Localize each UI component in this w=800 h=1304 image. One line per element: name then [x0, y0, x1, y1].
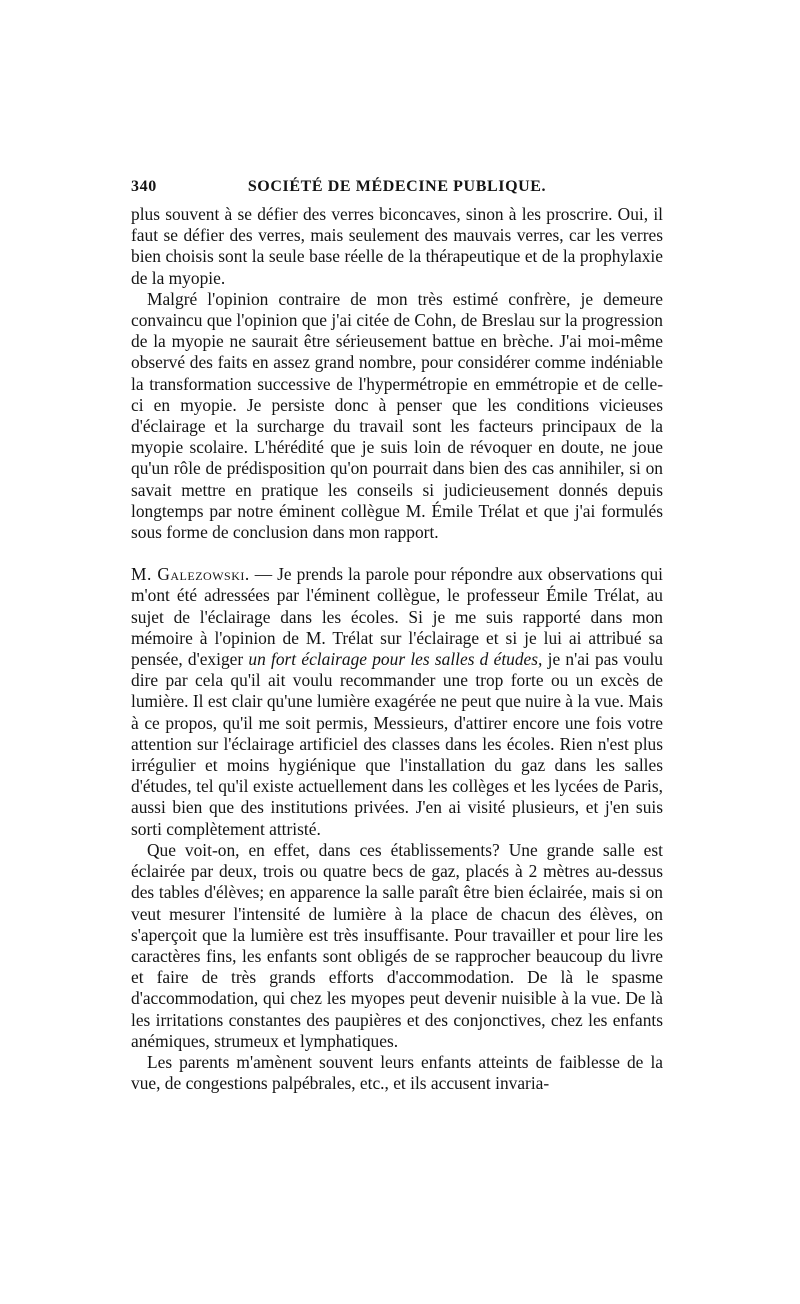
running-head	[131, 178, 663, 204]
speaker-name: M. Galezowski.	[131, 564, 250, 585]
paragraph-cohn-myopia: Malgré l'opinion contraire de mon très estimé confrère, je demeure convaincu que l'opinion que j'ai citée de Cohn, de Breslau sur la progression de la myopie ne saurait être sérieusement battue en brèche. J'ai moi-même observé des faits en assez grand nombre, pour considérer comme indéniable la transformation successive de l'hypermétropie en emmétropie et de celle-ci en myopie. Je persiste donc à penser que les conditions vicieuses d'éclairage et la surcharge du travail sont les facteurs principaux de la myopie scolaire. L'hérédité que je suis loin de révoquer en doute, ne joue qu'un rôle de prédisposition qu'on pourrait dans bien des cas annihiler, si on savait mettre en pratique les conseils si judicieusement donnés depuis longtemps par notre éminent collègue M. Émile Trélat et que j'ai formulés sous forme de conclusion dans mon rapport.	[131, 288, 663, 543]
paragraph-continuation: plus souvent à se défier des verres biconcaves, sinon à les proscrire. Oui, il faut se défier des verres, mais seulement des mauvais verres, car les verres bien choisis sont la seule base réelle de la thérapeutique et de la prophylaxie de la myopie.	[131, 204, 663, 288]
page-number: 340	[131, 178, 157, 195]
italic-quote: un fort éclairage pour les salles d études,	[248, 649, 543, 670]
paragraph-galezowski	[131, 564, 663, 840]
speech-text-start: — Je prends la parole pour répondre aux observations qui m'ont été adressées par l'éminent collègue, le professeur Émile Trélat, au sujet de l'éclairage dans les écoles. Si je me suis rapporté dans mon mémoire à l'opinion de M. Trélat sur l'éclairage et si je lui ai attribué sa pensée, d'exiger	[131, 564, 663, 670]
book-page	[131, 178, 663, 1094]
paragraph-gas-lighting: Que voit-on, en effet, dans ces établissements? Une grande salle est éclairée par deux, trois ou quatre becs de gaz, placés à 2 mètres au-dessus des tables d'élèves; en apparence la salle paraît être bien éclairée, mais si on veut mesurer l'intensité de lumière à la place de chacun des élèves, on s'aperçoit que la lumière est très insuffisante. Pour travailler et pour lire les caractères fins, les enfants sont obligés de se rapprocher beaucoup du livre et faire de très grands efforts d'accommodation. De là le spasme d'accommodation, qui chez les myopes peut devenir nuisible à la vue. De là les irritations constantes des paupières et des conjonctives, chez les enfants anémiques, strumeux et lymphatiques.	[131, 839, 663, 1051]
speech-text-end: je n'ai pas voulu dire par cela qu'il ait voulu recommander une trop forte ou un excès de lumière. Il est clair qu'une lumière exagérée ne peut que nuire à la vue. Mais à ce propos, qu'il me soit permis, Messieurs, d'attirer encore une fois votre attention sur l'éclairage artificiel des classes dans les écoles. Rien n'est plus irrégulier et moins hygiénique que l'installation du gaz dans les salles d'études, tel qu'il existe actuellement dans les collèges et les lycées de Paris, aussi bien que des institutions privées. J'en ai visité plusieurs, et j'en suis sorti complètement attristé.	[131, 649, 663, 839]
journal-title: SOCIÉTÉ DE MÉDECINE PUBLIQUE.	[247, 178, 547, 195]
paragraph-parents: Les parents m'amènent souvent leurs enfants atteints de faiblesse de la vue, de congestions palpébrales, etc., et ils accusent invaria-	[131, 1051, 663, 1094]
